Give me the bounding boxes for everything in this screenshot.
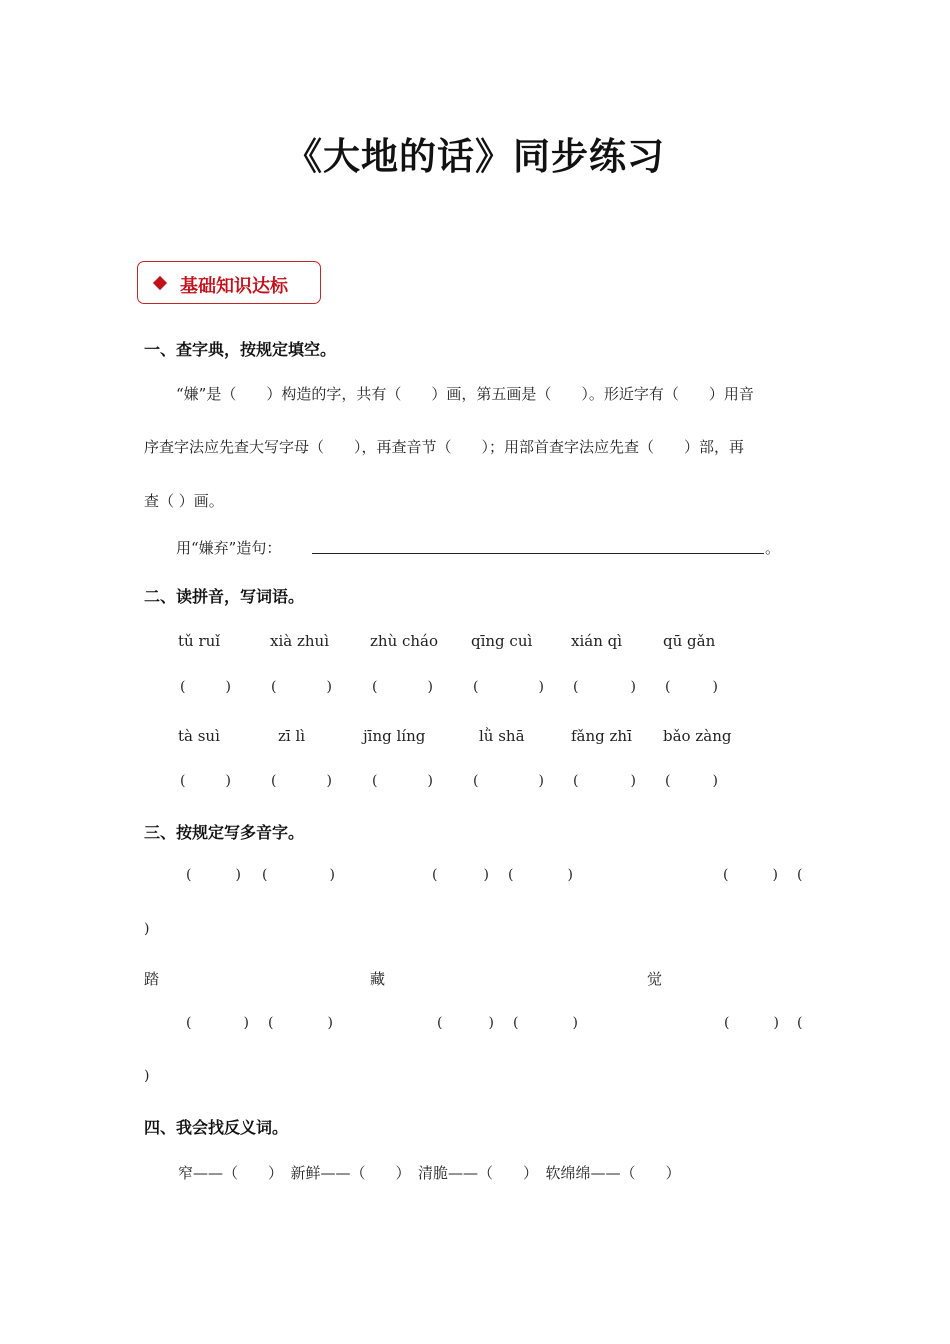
answer-blank[interactable]: ( ) <box>268 1015 333 1031</box>
pinyin-item: xián qì <box>571 632 623 650</box>
answer-blank[interactable]: ( ) <box>573 679 636 695</box>
answer-blank[interactable]: ( ) <box>473 773 544 789</box>
answer-blank[interactable]: ( ) <box>723 867 778 883</box>
pinyin-item: bǎo zàng <box>663 727 732 745</box>
section-badge-label: 基础知识达标 <box>180 276 288 297</box>
answer-blank[interactable]: ( ) <box>372 679 433 695</box>
q2-heading: 二、读拼音，写词语。 <box>144 587 305 606</box>
answer-blank[interactable]: ( ) <box>432 867 489 883</box>
pinyin-item: jīng líng <box>363 727 426 745</box>
answer-blank[interactable]: ( ) <box>573 773 636 789</box>
answer-blank[interactable]: ( ) <box>262 867 335 883</box>
blank-open[interactable]: ( <box>797 1015 803 1031</box>
polyphone-char: 踏 <box>144 970 160 988</box>
pinyin-item: qū gǎn <box>663 632 716 650</box>
answer-blank[interactable]: ( ) <box>473 679 544 695</box>
pinyin-item: qīng cuì <box>471 632 533 650</box>
answer-blank[interactable]: ( ) <box>665 679 718 695</box>
answer-blank[interactable]: ( ) <box>186 867 241 883</box>
pinyin-item: tà suì <box>178 727 220 745</box>
pinyin-item: xià zhuì <box>270 632 329 650</box>
pinyin-item: tǔ ruǐ <box>178 632 221 650</box>
diamond-icon <box>153 276 167 290</box>
page-title: 《大地的话》同步练习 <box>285 135 665 178</box>
blank-open[interactable]: ( <box>797 867 803 883</box>
q1-answer-line[interactable] <box>312 553 764 554</box>
answer-blank[interactable]: ( ) <box>180 773 231 789</box>
answer-blank[interactable]: ( ) <box>372 773 433 789</box>
answer-blank[interactable]: ( ) <box>186 1015 249 1031</box>
answer-blank[interactable]: ( ) <box>180 679 231 695</box>
polyphone-char: 藏 <box>370 970 386 988</box>
answer-blank[interactable]: ( ) <box>271 773 332 789</box>
q1-sentence-suffix: 。 <box>765 539 781 557</box>
q1-sentence-prefix: 用“嫌弃”造句： <box>176 539 282 557</box>
blank-close[interactable]: ) <box>144 1068 150 1084</box>
answer-blank[interactable]: ( ) <box>665 773 718 789</box>
pinyin-item: fǎng zhī <box>571 727 632 745</box>
q1-heading: 一、查字典，按规定填空。 <box>144 340 337 359</box>
blank-close[interactable]: ) <box>144 921 150 937</box>
polyphone-char: 觉 <box>647 970 663 988</box>
answer-blank[interactable]: ( ) <box>513 1015 578 1031</box>
q1-line-2: 序查字法应先查大写字母（ ），再查音节（ ）；用部首查字法应先查（ ）部，再 <box>144 438 745 456</box>
answer-blank[interactable]: ( ) <box>508 867 573 883</box>
answer-blank[interactable]: ( ) <box>271 679 332 695</box>
answer-blank[interactable]: ( ) <box>437 1015 494 1031</box>
q4-antonyms-line: 窄——（ ） 新鲜——（ ） 清脆——（ ） 软绵绵——（ ） <box>178 1164 681 1182</box>
answer-blank[interactable]: ( ) <box>724 1015 779 1031</box>
pinyin-item: zī lì <box>278 727 306 745</box>
q1-line-3: 查（ ）画。 <box>144 492 224 510</box>
q3-heading: 三、按规定写多音字。 <box>144 823 305 842</box>
section-badge <box>137 261 321 304</box>
pinyin-item: zhù cháo <box>370 632 439 650</box>
q1-line-1: “嫌”是（ ）构造的字，共有（ ）画，第五画是（ ）。形近字有（ ）用音 <box>176 385 754 403</box>
pinyin-item: lǜ shā <box>479 727 525 745</box>
q4-heading: 四、我会找反义词。 <box>144 1118 289 1137</box>
